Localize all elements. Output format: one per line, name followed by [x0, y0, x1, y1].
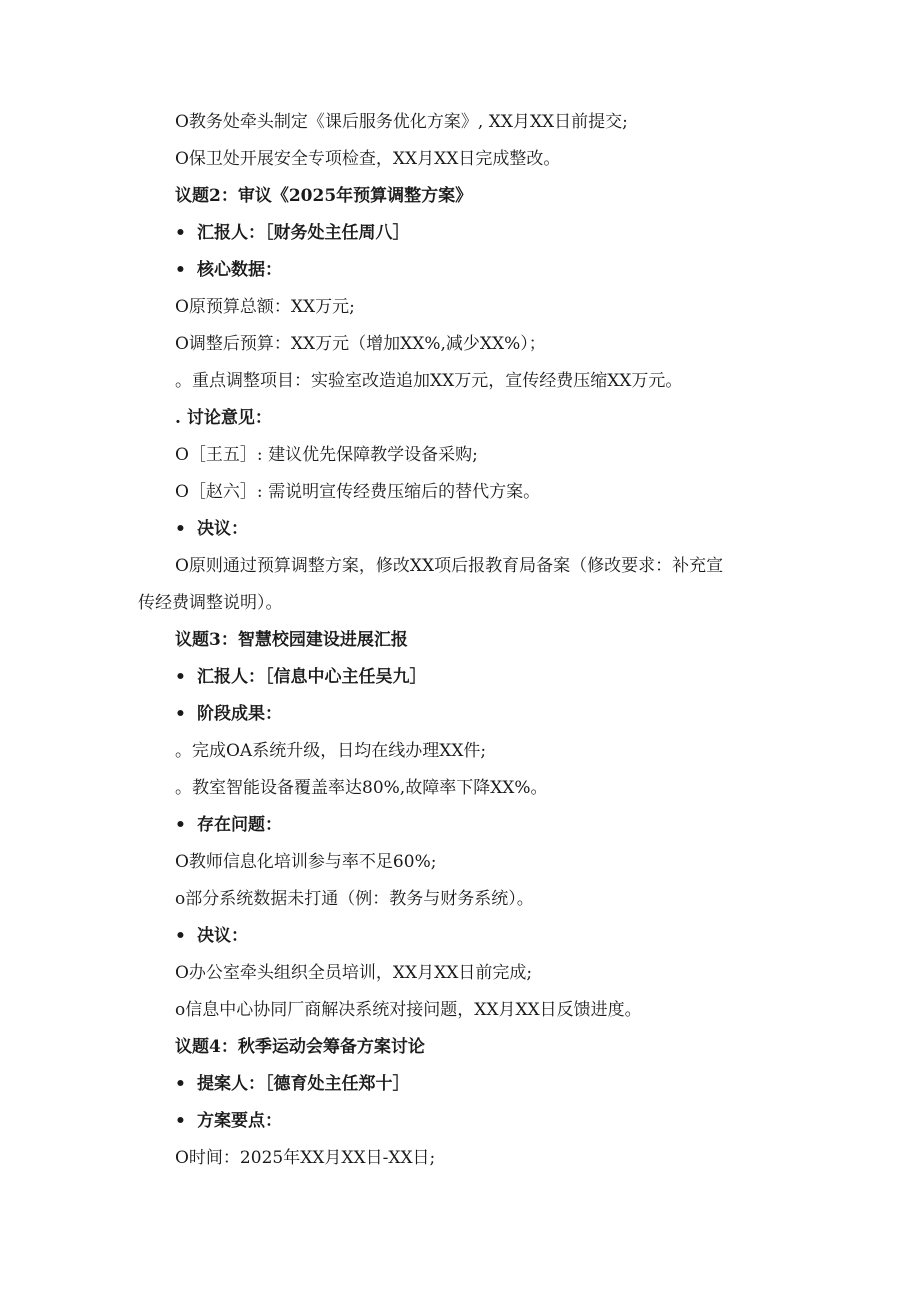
- text-line: o信息中心协同厂商解决系统对接问题，XX月XX日反馈进度。: [175, 1000, 642, 1020]
- bullet-marker: •: [175, 223, 186, 243]
- bullet-item: • 提案人：［德育处主任郑十］: [175, 1074, 410, 1094]
- text-line-continued: 传经费调整说明）。: [138, 593, 283, 613]
- text-line: O［王五］: 建议优先保障教学设备采购;: [175, 445, 478, 465]
- text-line: O［赵六］: 需说明宣传经费压缩后的替代方案。: [175, 482, 541, 502]
- text-line: 。完成OA系统升级，日均在线办理XX件;: [175, 741, 487, 761]
- text-line: O保卫处开展安全专项检查，XX月XX日完成整改。: [175, 149, 561, 169]
- text-line: O调整后预算：XX万元（增加XX%,减少XX%）；: [175, 334, 546, 354]
- bullet-marker: •: [175, 1111, 186, 1131]
- text-line: O办公室牵头组织全员培训，XX月XX日前完成;: [175, 963, 533, 983]
- bullet-item: • 核心数据：: [175, 260, 282, 280]
- text-line: O原则通过预算调整方案，修改XX项后报教育局备案（修改要求：补充宣: [175, 556, 724, 576]
- bullet-marker: •: [175, 815, 186, 835]
- text-line: O教师信息化培训参与率不足60%;: [175, 852, 437, 872]
- bullet-marker: •: [175, 1074, 186, 1094]
- section-heading: 议题4：秋季运动会筹备方案讨论: [175, 1037, 425, 1057]
- bullet-item: • 汇报人：［财务处主任周八］: [175, 223, 410, 243]
- text-line: O原预算总额：XX万元;: [175, 297, 355, 317]
- bullet-item: • 存在问题：: [175, 815, 282, 835]
- bullet-item: • 决议：: [175, 926, 248, 946]
- bullet-marker: •: [175, 667, 186, 687]
- text-line: o部分系统数据未打通（例：教务与财务系统）。: [175, 889, 534, 909]
- bullet-marker: •: [175, 926, 186, 946]
- section-heading: 议题3：智慧校园建设进展汇报: [175, 630, 408, 650]
- bullet-marker: •: [175, 260, 186, 280]
- text-line: 。教室智能设备覆盖率达80%,故障率下降XX%。: [175, 778, 548, 798]
- bullet-item: • 汇报人：［信息中心主任吴九］: [175, 667, 427, 687]
- text-line: 。重点调整项目：实验室改造追加XX万元，宣传经费压缩XX万元。: [175, 371, 683, 391]
- section-heading: 议题2：审议《2025年预算调整方案》: [175, 186, 473, 206]
- bullet-marker: •: [175, 704, 186, 724]
- bullet-item: • 阶段成果：: [175, 704, 282, 724]
- bullet-item: • 方案要点：: [175, 1111, 282, 1131]
- bullet-item: • 决议：: [175, 519, 248, 539]
- bullet-marker: •: [175, 519, 186, 539]
- text-line: O教务处牵头制定《课后服务优化方案》, XX月XX日前提交;: [175, 112, 628, 132]
- subheading: . 讨论意见：: [175, 408, 272, 428]
- text-line: O时间：2025年XX月XX日-XX日;: [175, 1148, 436, 1168]
